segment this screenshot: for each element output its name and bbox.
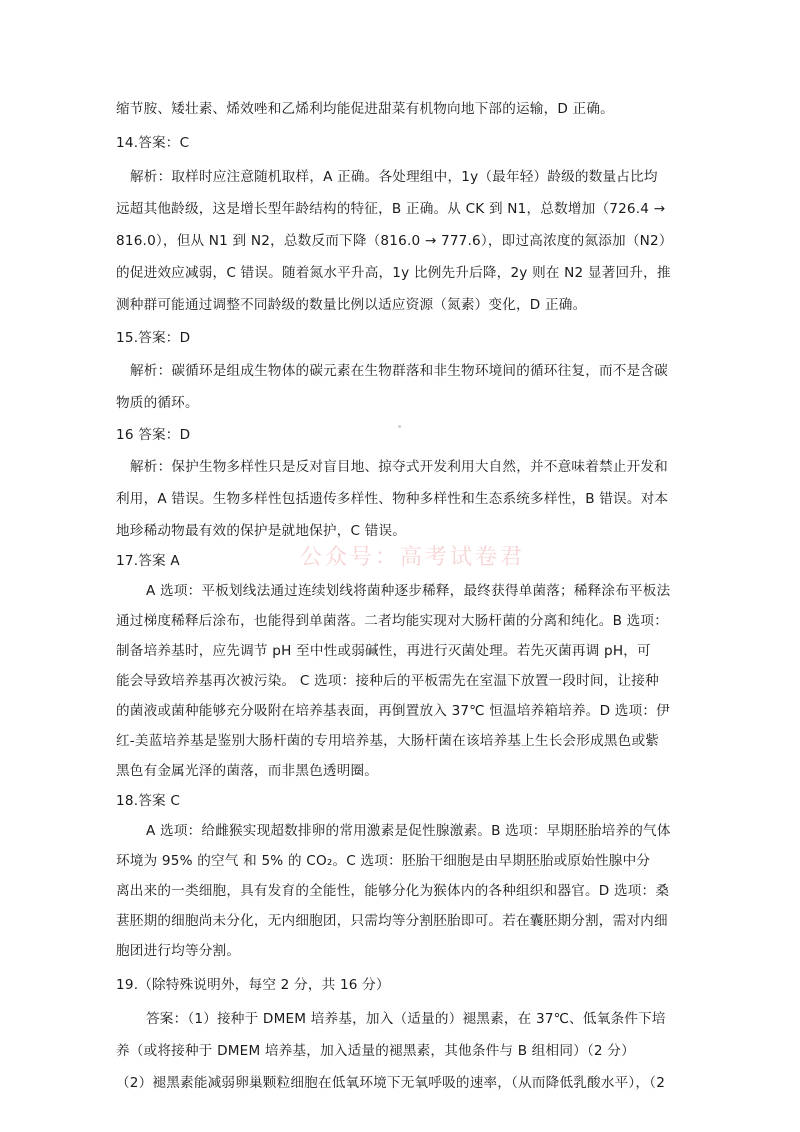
text-line: 养（或将接种于 DMEM 培养基，加入适量的褪黑素，其他条件与 B 组相同）（2 分）	[116, 1043, 635, 1059]
text-line: （2）褪黑素能减弱卵巢颗粒细胞在低氧环境下无氧呼吸的速率，（从而降低乳酸水平），（2	[116, 1075, 666, 1091]
text-line: A 选项：给雌猴实现超数排卵的常用激素是促性腺激素。B 选项：早期胚胎培养的气体	[146, 823, 671, 839]
text-line: 物质的循环。	[116, 395, 199, 411]
text-line: 远超其他龄级，这是增长型年龄结构的特征，B 正确。从 CK 到 N1，总数增加（726.4 →	[116, 201, 666, 217]
answer-heading-16: 16 答案：D	[116, 427, 191, 443]
answer-heading-15: 15.答案：D	[116, 330, 191, 346]
scan-speck	[398, 425, 401, 428]
answer-heading-19: 19.（除特殊说明外，每空 2 分，共 16 分）	[116, 977, 390, 993]
text-line: 红-美蓝培养基是鉴别大肠杆菌的专用培养基，大肠杆菌在该培养基上生长会形成黑色或紫	[116, 733, 660, 749]
text-line: 缩节胺、矮壮素、烯效唑和乙烯利均能促进甜菜有机物向地下部的运输，D 正确。	[116, 101, 614, 117]
text-line: 通过梯度稀释后涂布，也能得到单菌落。二者均能实现对大肠杆菌的分离和纯化。B 选项：	[116, 613, 668, 629]
text-line: 的菌液或菌种能够充分吸附在培养基表面，再倒置放入 37℃ 恒温培养箱培养。D 选项：伊	[116, 703, 670, 719]
text-line: 解析：保护生物多样性只是反对盲目地、掠夺式开发利用大自然，并不意味着禁止开发和	[130, 459, 668, 475]
text-line: 的促进效应减弱，C 错误。随着氮水平升高，1y 比例先升后降，2y 则在 N2 显著回升，推	[116, 265, 671, 281]
text-line: 制备培养基时，应先调节 pH 至中性或弱碱性，再进行灭菌处理。若先灭菌再调 pH，可	[116, 643, 651, 659]
text-line: A 选项：平板划线法通过连续划线将菌种逐步稀释，最终获得单菌落；稀释涂布平板法	[146, 583, 671, 599]
text-line: 测种群可能通过调整不同龄级的数量比例以适应资源（氮素）变化，D 正确。	[116, 297, 587, 313]
answer-heading-18: 18.答案 C	[116, 793, 181, 809]
answer-heading-17: 17.答案 A	[116, 553, 180, 569]
text-line: 离出来的一类细胞，具有发育的全能性，能够分化为猴体内的各种组织和器官。D 选项：桑	[116, 883, 670, 899]
text-line: 胞团进行均等分割。	[116, 943, 241, 959]
text-line: 解析：碳循环是组成生物体的碳元素在生物群落和非生物环境间的循环往复，而不是含碳	[130, 363, 668, 379]
text-line: 816.0），但从 N1 到 N2，总数反而下降（816.0 → 777.6），即过高浓度的氮添加（N2）	[116, 233, 673, 249]
text-line: 黑色有金属光泽的菌落，而非黑色透明圈。	[116, 763, 379, 779]
watermark: 公众号：高考试卷君	[300, 545, 526, 570]
text-line: 利用，A 错误。生物多样性包括遗传多样性、物种多样性和生态系统多样性，B 错误。对本	[116, 491, 669, 507]
text-line: 答案：（1）接种于 DMEM 培养基，加入（适量的）褪黑素，在 37℃、低氧条件下培	[146, 1011, 666, 1027]
text-line: 环境为 95% 的空气 和 5% 的 CO₂。C 选项：胚胎干细胞是由早期胚胎或原始性腺中分	[116, 853, 651, 869]
text-line: 葚胚期的细胞尚未分化，无内细胞团，只需均等分割胚胎即可。若在囊胚期分割，需对内细	[116, 913, 668, 929]
text-line: 地珍稀动物最有效的保护是就地保护，C 错误。	[116, 523, 407, 539]
text-line: 解析：取样时应注意随机取样，A 正确。各处理组中，1y（最年轻）龄级的数量占比均	[130, 169, 658, 185]
text-line: 能会导致培养基再次被污染。 C 选项：接种后的平板需先在室温下放置一段时间，让接种	[116, 673, 659, 689]
answer-heading-14: 14.答案：C	[116, 135, 190, 151]
